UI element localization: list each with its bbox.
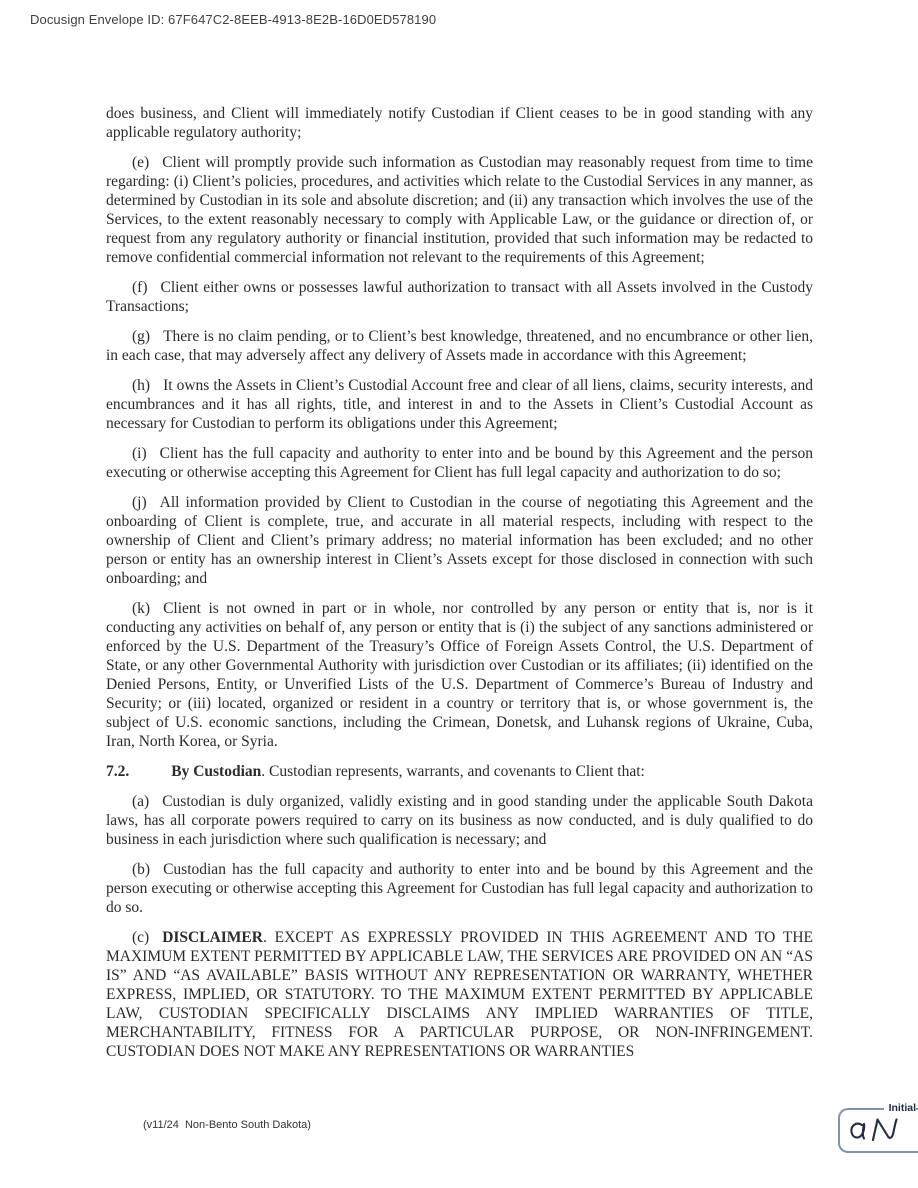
paragraph-b — [106, 860, 813, 917]
paragraph-h — [106, 376, 813, 433]
disclaimer-bold-label: DISCLAIMER — [162, 929, 263, 946]
paragraph-k — [106, 599, 813, 751]
section-number: 7.2. — [106, 763, 130, 780]
paragraph-a — [106, 792, 813, 849]
paragraph-text: Custodian is duly organized, validly existing and in good standing under the applicable South Dakota laws, has all corporate powers required to carry on its business as now conducted, and is duly qualified to do business in each jurisdiction where such qualification is necessary; and — [106, 793, 813, 848]
section-7-2-heading — [106, 762, 813, 781]
paragraph-text: Client is not owned in part or in whole, nor controlled by any person or entity that is, nor is it conducting any activities on behalf of, any person or entity that is (i) the subject of any sanctions administered or enforced by the U.S. Department of the Treasury’s Office of Foreign Assets Control, the U.S. Department of State, or any other Governmental Authority with jurisdiction over Custodian or its affiliates; (ii) identified on the Denied Persons, Entity, or Unverified Lists of the U.S. Department of Commerce’s Bureau of Industry and Security; or (iii) located, organized or resident in a country or territory that is, or whose government is, the subject of U.S. economic sanctions, including the Crimean, Donetsk, and Luhansk regions of Ukraine, Cuba, Iran, North Korea, or Syria. — [106, 600, 813, 750]
docusign-initial-tab[interactable] — [838, 1102, 918, 1153]
paragraph-text: Client has the full capacity and authority to enter into and be bound by this Agreement and the person executing or otherwise accepting this Agreement for Client has full legal capacity and authorization to do so; — [106, 445, 813, 481]
paragraph-marker: (g) — [132, 328, 151, 345]
paragraph-text: Client either owns or possesses lawful authorization to transact with all Assets involved in the Custody Transactions; — [106, 279, 813, 315]
paragraph-marker: (e) — [132, 154, 150, 171]
paragraph-c-disclaimer — [106, 928, 813, 1061]
docusign-envelope-id: Docusign Envelope ID: 67F647C2-8EEB-4913-8E2B-16D0ED578190 — [30, 12, 437, 27]
paragraph-text: All information provided by Client to Custodian in the course of negotiating this Agreement and the onboarding of Client is complete, true, and accurate in all material respects, including with respect to the ownership of Client and Client’s primary address; no material information has been excluded; and no other person or entity has an ownership interest in Client’s Assets except for those disclosed in connection with such onboarding; and — [106, 494, 813, 587]
paragraph-marker: (h) — [132, 377, 151, 394]
document-body — [106, 104, 813, 1061]
paragraph-i — [106, 444, 813, 482]
paragraph-text: There is no claim pending, or to Client’s best knowledge, threatened, and no encumbrance or other lien, in each case, that may adversely affect any delivery of Assets made in accordance with this Agreement; — [106, 328, 813, 364]
paragraph-marker: (a) — [132, 793, 150, 810]
paragraph-marker: (c) — [132, 929, 150, 946]
initial-tab-label: Initial — [884, 1101, 916, 1115]
paragraph-text: Client will promptly provide such information as Custodian may reasonably request from time to time regarding: (i) Client’s policies, procedures, and activities which relate to the Custodial Services in any manner, as determined by Custodian in its sole and absolute discretion; and (ii) any transaction which involves the use of the Services, to the extent reasonably necessary to comply with Applicable Law, or the guidance or direction of, or request from any regulatory authority or financial institution, provided that such information may be redacted to remove confidential commercial information not relevant to the requirements of this Agreement; — [106, 154, 813, 266]
paragraph-marker: (i) — [132, 445, 147, 462]
paragraph-marker: (k) — [132, 600, 151, 617]
page-footer-version: (v11/24 Non-Bento South Dakota) — [143, 1119, 311, 1131]
paragraph-marker: (j) — [132, 494, 147, 511]
paragraph-marker: (f) — [132, 279, 148, 296]
paragraph-j — [106, 493, 813, 588]
paragraph-g — [106, 327, 813, 365]
paragraph-text: Custodian has the full capacity and authority to enter into and be bound by this Agreement and the person executing or otherwise accepting this Agreement for Custodian has full legal capacity and authorization to do so. — [106, 861, 813, 916]
paragraph-e — [106, 153, 813, 267]
paragraph-text: . Custodian represents, warrants, and covenants to Client that: — [261, 763, 645, 780]
paragraph-continuation — [106, 104, 813, 142]
paragraph-text: It owns the Assets in Client’s Custodial Account free and clear of all liens, claims, security interests, and encumbrances and it has all rights, title, and interest in and to the Assets in Client’s Custodial Account as necessary for Custodian to perform its obligations under this Agreement; — [106, 377, 813, 432]
paragraph-marker: (b) — [132, 861, 151, 878]
section-title: By Custodian — [171, 763, 262, 780]
paragraph-text: does business, and Client will immediately notify Custodian if Client ceases to be in good standing with any applicable regulatory authority; — [106, 105, 813, 141]
paragraph-text: . EXCEPT AS EXPRESSLY PROVIDED IN THIS AGREEMENT AND TO THE MAXIMUM EXTENT PERMITTED BY APPLICABLE LAW, THE SERVICES ARE PROVIDED ON AN “AS IS” AND “AS AVAILABLE” BASIS WITHOUT ANY REPRESENTATION OR WARRANTY, WHETHER EXPRESS, IMPLIED, OR STATUTORY. TO THE MAXIMUM EXTENT PERMITTED BY APPLICABLE LAW, CUSTODIAN SPECIFICALLY DISCLAIMS ANY IMPLIED WARRANTIES OF TITLE, MERCHANTABILITY, FITNESS FOR A PARTICULAR PURPOSE, OR NON-INFRINGEMENT. CUSTODIAN DOES NOT MAKE ANY REPRESENTATIONS OR WARRANTIES — [106, 929, 813, 1060]
initials-handwriting-icon — [846, 1113, 908, 1153]
paragraph-f — [106, 278, 813, 316]
